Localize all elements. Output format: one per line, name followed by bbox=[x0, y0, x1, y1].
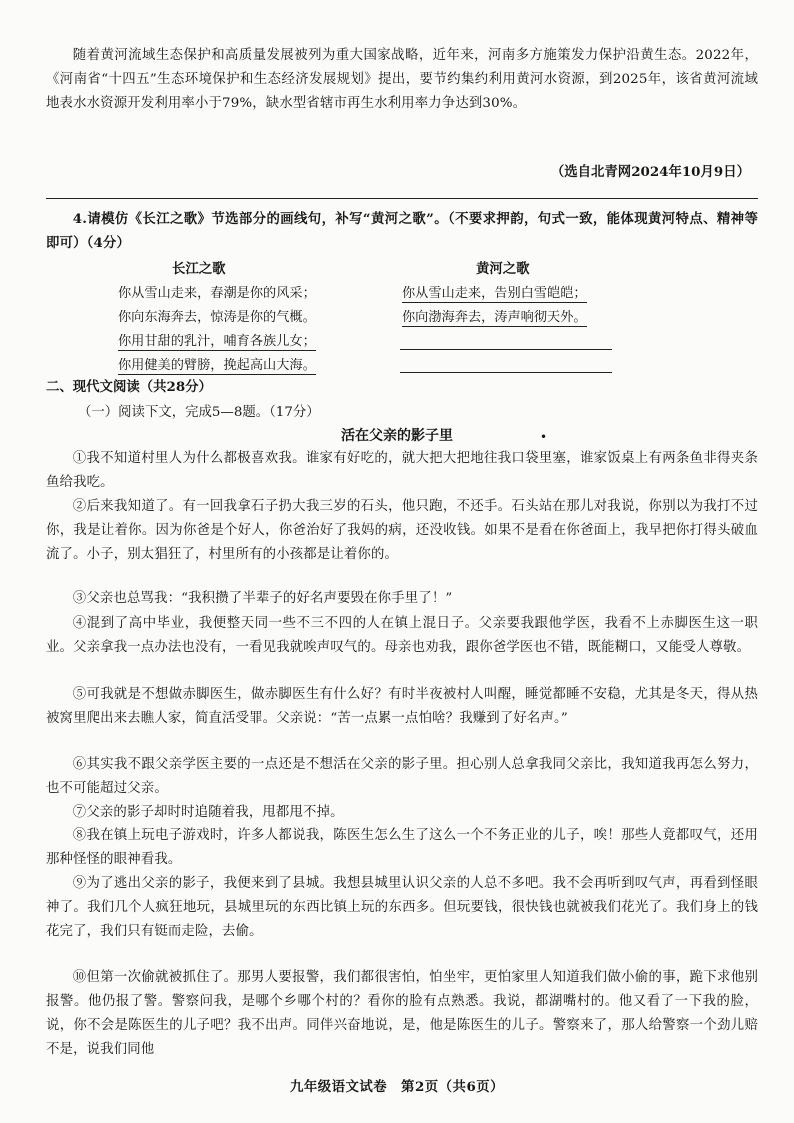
poem-line-text: 你向东海奔去，惊涛是你的气概。 bbox=[118, 310, 316, 325]
source-note: （选自北青网2024年10月9日） bbox=[550, 164, 750, 180]
page-footer: 九年级语文试卷 第2页（共6页） bbox=[289, 1079, 505, 1095]
story-paragraph-9: ⑨为了逃出父亲的影子，我便来到了县城。我想县城里认识父亲的人总不多吧。我不会再听到叹气声，再看到怪眼神了。我们几个人疯狂地玩，县城里玩的东西比镇上玩的东西多。但玩要钱，很快钱也就被我们花光了。我们身上的钱花完了，我们只有铤而走险，去偷。 bbox=[46, 876, 758, 939]
poem-line bbox=[118, 306, 316, 330]
underlined-line-text: 你用甘甜的乳汁，哺育各族儿女； bbox=[118, 334, 316, 349]
story-paragraph-8: ⑧我在镇上玩电子游戏时，许多人都说我，陈医生怎么生了这么一个不务正业的儿子，唉！那些人竟都叹气，还用那种怪怪的眼神看我。 bbox=[46, 828, 758, 867]
answer-blank-line[interactable] bbox=[400, 372, 612, 373]
stray-mark: • bbox=[540, 430, 548, 444]
section-heading: 二、现代文阅读（共28分） bbox=[46, 379, 212, 395]
underlined-line-text: 你从雪山走来，告别白雪皑皑； bbox=[402, 286, 587, 301]
question-4: 4.请模仿《长江之歌》节选部分的画线句，补写“黄河之歌”。（不要求押韵，句式一致，能体现黄河特点、精神等即可）（4分） bbox=[46, 211, 758, 251]
divider-rule bbox=[46, 198, 758, 199]
subsection-heading: （一）阅读下文，完成5—8题。（17分） bbox=[78, 405, 320, 420]
poem-line-underlined bbox=[118, 330, 316, 354]
story-paragraph-10: ⑩但第一次偷就被抓住了。那男人要报警，我们都很害怕，怕坐牢，更怕家里人知道我们做小偷的事，跪下求他别报警。他仍报了警。警察问我，是哪个乡哪个村的？看你的脸有点熟悉。我说，都湖嘴村的。他又看了一下我的脸，说，你不会是陈医生的儿子吧？我不出声。同伴兴奋地说，是，他是陈医生的儿子。警察来了，那人给警察一个劲儿赔不是，说我们同他 bbox=[46, 970, 758, 1057]
poem-line-text: 你从雪山走来，春潮是你的风采； bbox=[118, 286, 316, 301]
story-paragraph-2: ②后来我知道了。有一回我拿石子扔大我三岁的石头，他只跑，不还手。石头站在那儿对我说，你别以为我打不过你，我是让着你。因为你爸是个好人，你爸治好了我妈的病，还没收钱。如果不是看在你爸面上，我早把你打得头破血流了。小子，别太猖狂了，村里所有的小孩都是让着你的。 bbox=[46, 499, 758, 562]
story-paragraph-5: ⑤可我就是不想做赤脚医生，做赤脚医生有什么好？有时半夜被村人叫醒，睡觉都睡不安稳，尤其是冬天，得从热被窝里爬出来去瞧人家，简直活受罪。父亲说：“苦一点累一点怕啥？我赚到了好名声。” bbox=[46, 687, 758, 726]
story-paragraph-1: ①我不知道村里人为什么都极喜欢我。谁家有好吃的，就大把大把地往我口袋里塞，谁家饭桌上有两条鱼非得夹条鱼给我吃。 bbox=[46, 451, 758, 490]
poem-line-underlined bbox=[118, 354, 316, 378]
story-title: 活在父亲的影子里 bbox=[341, 428, 453, 444]
huanghe-poem bbox=[402, 282, 587, 330]
underlined-line-text: 你用健美的臂膀，挽起高山大海。 bbox=[118, 358, 316, 373]
intro-paragraph: 随着黄河流域生态保护和高质量发展被列为重大国家战略，近年来，河南多方施策发力保护沿黄生态。2022年，《河南省“十四五”生态环境保护和生态经济发展规划》提出，要节约集约利用黄河水资源，到2025年，该省黄河流域地表水水资源开发利用率小于79%，缺水型省辖市再生水利用率力争达到30%。 bbox=[46, 48, 758, 111]
changjiang-title: 长江之歌 bbox=[172, 261, 226, 277]
underlined-line-text: 你向渤海奔去，涛声响彻天外。 bbox=[402, 310, 587, 325]
huanghe-title: 黄河之歌 bbox=[476, 261, 530, 277]
story-paragraph-6: ⑥其实我不跟父亲学医主要的一点还是不想活在父亲的影子里。担心别人总拿我同父亲比，我知道我再怎么努力，也不可能超过父亲。 bbox=[46, 757, 758, 796]
poem-line-underlined bbox=[402, 282, 587, 306]
story-paragraph-4: ④混到了高中毕业，我便整天同一些不三不四的人在镇上混日子。父亲要我跟他学医，我看不上赤脚医生这一职业。父亲拿我一点办法也没有，一看见我就唉声叹气的。母亲也劝我，跟你爸学医也不错，既能糊口，又能受人尊敬。 bbox=[46, 616, 758, 655]
poem-line-underlined bbox=[402, 306, 587, 330]
poem-line bbox=[118, 282, 316, 306]
story-paragraph-3: ③父亲也总骂我：“我积攒了半辈子的好名声要毁在你手里了！” bbox=[72, 591, 453, 606]
changjiang-poem bbox=[118, 282, 316, 378]
story-paragraph-7: ⑦父亲的影子却时时追随着我，甩都甩不掉。 bbox=[72, 805, 344, 820]
answer-blank-line[interactable] bbox=[400, 349, 612, 350]
